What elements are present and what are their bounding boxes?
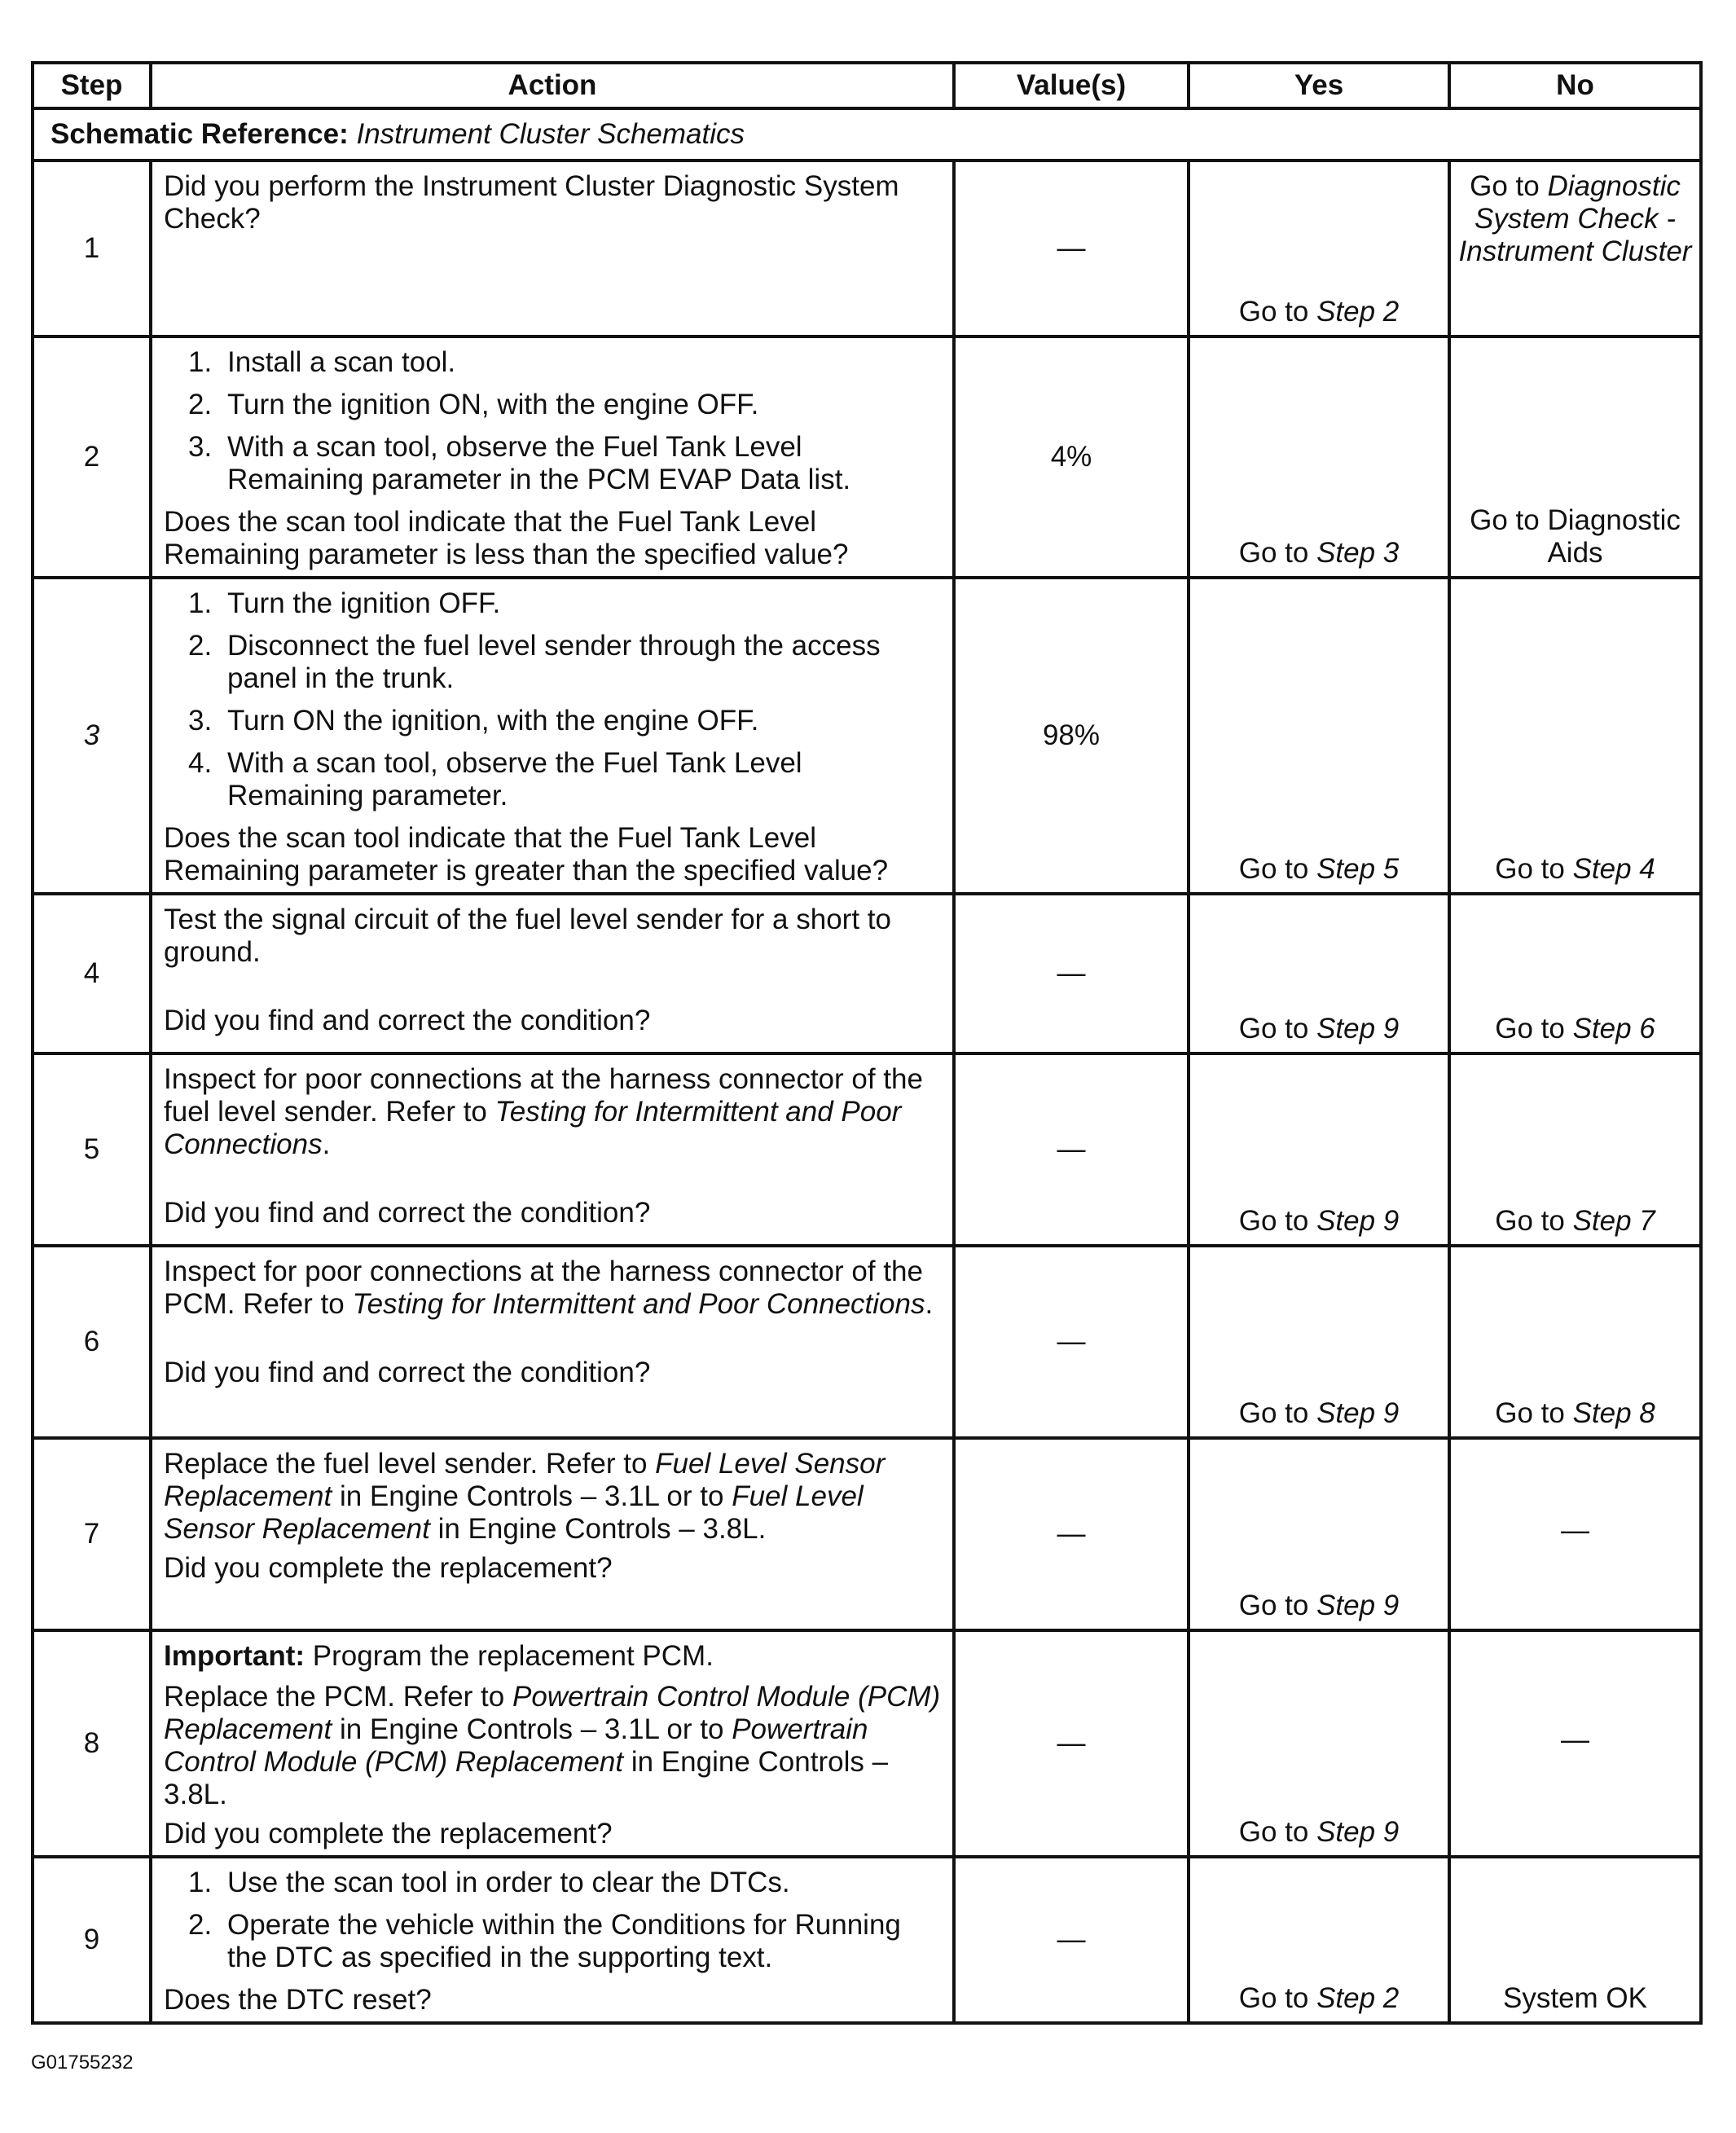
action-cell	[151, 1246, 954, 1438]
action-question: Did you find and correct the condition?	[164, 1197, 651, 1229]
list-item: 2. Operate the vehicle within the Conditions for Running the DTC as specified in the supporting text.	[188, 1909, 901, 1973]
no-cell	[1449, 336, 1701, 578]
value-cell: —	[954, 894, 1189, 1053]
list-item: 3. With a scan tool, observe the Fuel Tank Level Remaining parameter in the PCM EVAP Data list.	[188, 431, 851, 495]
value-cell: —	[954, 1438, 1189, 1630]
step-number: 4	[33, 894, 151, 1053]
value-cell: —	[954, 1053, 1189, 1246]
yes-cell	[1189, 1246, 1449, 1438]
yes-cell	[1189, 336, 1449, 578]
goto-text: Go to	[1238, 1205, 1309, 1237]
list-item: 3. Turn ON the ignition, with the engine OFF.	[188, 705, 759, 737]
list-item: 1. Install a scan tool.	[188, 346, 456, 378]
table-row	[33, 894, 1701, 1053]
no-cell	[1449, 894, 1701, 1053]
yes-cell	[1189, 1438, 1449, 1630]
step-number: 1	[33, 161, 151, 336]
value-cell: —	[954, 1246, 1189, 1438]
action-cell	[151, 1053, 954, 1246]
yes-cell	[1189, 161, 1449, 336]
diagnostic-table-container	[31, 61, 1699, 2025]
goto-text: Go to	[1470, 170, 1540, 202]
header-no: No	[1449, 63, 1701, 108]
action-cell	[151, 894, 954, 1053]
value-cell: —	[954, 161, 1189, 336]
list-item: 1. Use the scan tool in order to clear the DTCs.	[188, 1867, 790, 1898]
action-question: Did you find and correct the condition?	[164, 1357, 651, 1388]
yes-cell	[1189, 894, 1449, 1053]
action-cell	[151, 1438, 954, 1630]
yes-cell	[1189, 578, 1449, 894]
table-row	[33, 1053, 1701, 1246]
step-link[interactable]: Step 9	[1316, 1013, 1400, 1045]
no-cell: —	[1449, 1630, 1701, 1857]
goto-text: Go to	[1238, 1397, 1309, 1429]
action-list	[164, 346, 941, 496]
step-number: 8	[33, 1630, 151, 1857]
reference-link[interactable]: Fuel Level Sensor Replacement	[164, 1448, 886, 1512]
table-row	[33, 1857, 1701, 2023]
goto-text: Go to	[1495, 1397, 1565, 1429]
action-text: Inspect for poor connections at the harness connector of the fuel level sender. Refer to Testing for Intermittent and Poor Connections.	[164, 1063, 923, 1160]
action-question: Did you complete the replacement?	[164, 1818, 613, 1849]
reference-link[interactable]: Testing for Intermittent and Poor Connections	[164, 1096, 902, 1160]
goto-text: Go to	[1495, 853, 1565, 885]
no-cell	[1449, 578, 1701, 894]
schematic-reference	[33, 108, 1701, 161]
list-item: 4. With a scan tool, observe the Fuel Tank Level Remaining parameter.	[188, 747, 802, 811]
step-link[interactable]: Step 9	[1316, 1205, 1400, 1237]
table-row	[33, 578, 1701, 894]
action-question: Does the DTC reset?	[164, 1984, 432, 2016]
no-cell	[1449, 1053, 1701, 1246]
action-text: Replace the fuel level sender. Refer to Fuel Level Sensor Replacement in Engine Controls – 3.1L or to Fuel Level Sensor Replacement in Engine Controls – 3.8L.	[164, 1448, 886, 1545]
action-cell	[151, 336, 954, 578]
table-row	[33, 161, 1701, 336]
reference-link[interactable]: Testing for Intermittent and Poor Connections	[352, 1288, 925, 1320]
yes-cell	[1189, 1053, 1449, 1246]
step-link[interactable]: Step 9	[1316, 1590, 1400, 1621]
no-cell	[1449, 161, 1701, 336]
yes-cell	[1189, 1630, 1449, 1857]
goto-text: Go to	[1238, 537, 1309, 569]
step-link[interactable]: Step 4	[1572, 853, 1655, 885]
header-step: Step	[33, 63, 151, 108]
important-note: Important: Program the replacement PCM.	[164, 1640, 714, 1672]
schematic-label: Schematic Reference:	[51, 118, 349, 150]
action-question: Did you find and correct the condition?	[164, 1005, 651, 1036]
value-cell: 98%	[954, 578, 1189, 894]
table-row	[33, 1630, 1701, 1857]
no-cell: System OK	[1449, 1857, 1701, 2023]
goto-text: Go to	[1495, 1013, 1565, 1045]
header-action: Action	[151, 63, 954, 108]
action-list	[164, 1867, 941, 1974]
step-link[interactable]: Step 8	[1572, 1397, 1655, 1429]
list-item: 2. Turn the ignition ON, with the engine OFF.	[188, 389, 759, 420]
step-number: 3	[33, 578, 151, 894]
table-row	[33, 336, 1701, 578]
action-text: Inspect for poor connections at the harness connector of the PCM. Refer to Testing for Intermittent and Poor Connections.	[164, 1256, 934, 1320]
step-number: 9	[33, 1857, 151, 2023]
goto-text: Go to	[1238, 1013, 1309, 1045]
step-link[interactable]: Step 2	[1316, 296, 1400, 328]
step-link[interactable]: Step 3	[1316, 537, 1400, 569]
figure-id: G01755232	[31, 2052, 134, 2074]
step-number: 7	[33, 1438, 151, 1630]
step-link[interactable]: Step 9	[1316, 1816, 1400, 1848]
header-yes: Yes	[1189, 63, 1449, 108]
action-list	[164, 587, 941, 812]
action-question: Does the scan tool indicate that the Fuel Tank Level Remaining parameter is less than the specified value?	[164, 506, 849, 570]
schematic-link[interactable]: Instrument Cluster Schematics	[356, 118, 745, 150]
goto-text: Go to	[1238, 1982, 1309, 2014]
reference-link[interactable]: Fuel Level Sensor Replacement	[164, 1480, 864, 1545]
schematic-reference-row	[33, 108, 1701, 161]
goto-text: Go to	[1238, 1590, 1309, 1621]
diagnostic-aids-link[interactable]: Go to Diagnostic Aids	[1470, 504, 1681, 569]
header-row	[33, 63, 1701, 108]
step-link[interactable]: Step 9	[1316, 1397, 1400, 1429]
action-cell	[151, 1857, 954, 2023]
value-cell: —	[954, 1630, 1189, 1857]
action-question: Does the scan tool indicate that the Fuel Tank Level Remaining parameter is greater than the specified value?	[164, 822, 889, 886]
step-link[interactable]: Step 6	[1572, 1013, 1655, 1045]
action-cell	[151, 578, 954, 894]
action-text: Replace the PCM. Refer to Powertrain Control Module (PCM) Replacement in Engine Controls – 3.1L or to Powertrain Control Module (PCM) Replacement in Engine Controls – 3.8L.	[164, 1681, 941, 1810]
action-text: Test the signal circuit of the fuel level sender for a short to ground.	[164, 904, 891, 968]
step-number: 2	[33, 336, 151, 578]
goto-text: Go to	[1495, 1205, 1565, 1237]
no-cell	[1449, 1246, 1701, 1438]
no-cell: —	[1449, 1438, 1701, 1630]
action-text: Did you perform the Instrument Cluster Diagnostic System Check?	[164, 170, 899, 235]
diagnostic-check-link[interactable]: Diagnostic System Check - Instrument Cluster	[1458, 170, 1692, 267]
important-label: Important:	[164, 1640, 305, 1672]
diagnostic-table	[31, 61, 1703, 2025]
list-item: 1. Turn the ignition OFF.	[188, 587, 501, 619]
table-row	[33, 1438, 1701, 1630]
step-link[interactable]: Step 5	[1316, 853, 1400, 885]
step-link[interactable]: Step 7	[1572, 1205, 1655, 1237]
value-cell: 4%	[954, 336, 1189, 578]
goto-text: Go to	[1238, 296, 1309, 328]
reference-link[interactable]: Powertrain Control Module (PCM) Replacement	[164, 1681, 941, 1745]
step-link[interactable]: Step 2	[1316, 1982, 1400, 2014]
action-question: Did you complete the replacement?	[164, 1552, 613, 1584]
goto-text: Go to	[1238, 1816, 1309, 1848]
yes-cell	[1189, 1857, 1449, 2023]
step-number: 6	[33, 1246, 151, 1438]
reference-link[interactable]: Powertrain Control Module (PCM) Replacement	[164, 1713, 868, 1778]
value-cell: —	[954, 1857, 1189, 2023]
step-number: 5	[33, 1053, 151, 1246]
goto-text: Go to	[1238, 853, 1309, 885]
action-cell	[151, 1630, 954, 1857]
table-row	[33, 1246, 1701, 1438]
action-cell	[151, 161, 954, 336]
header-values: Value(s)	[954, 63, 1189, 108]
list-item: 2. Disconnect the fuel level sender through the access panel in the trunk.	[188, 630, 881, 694]
